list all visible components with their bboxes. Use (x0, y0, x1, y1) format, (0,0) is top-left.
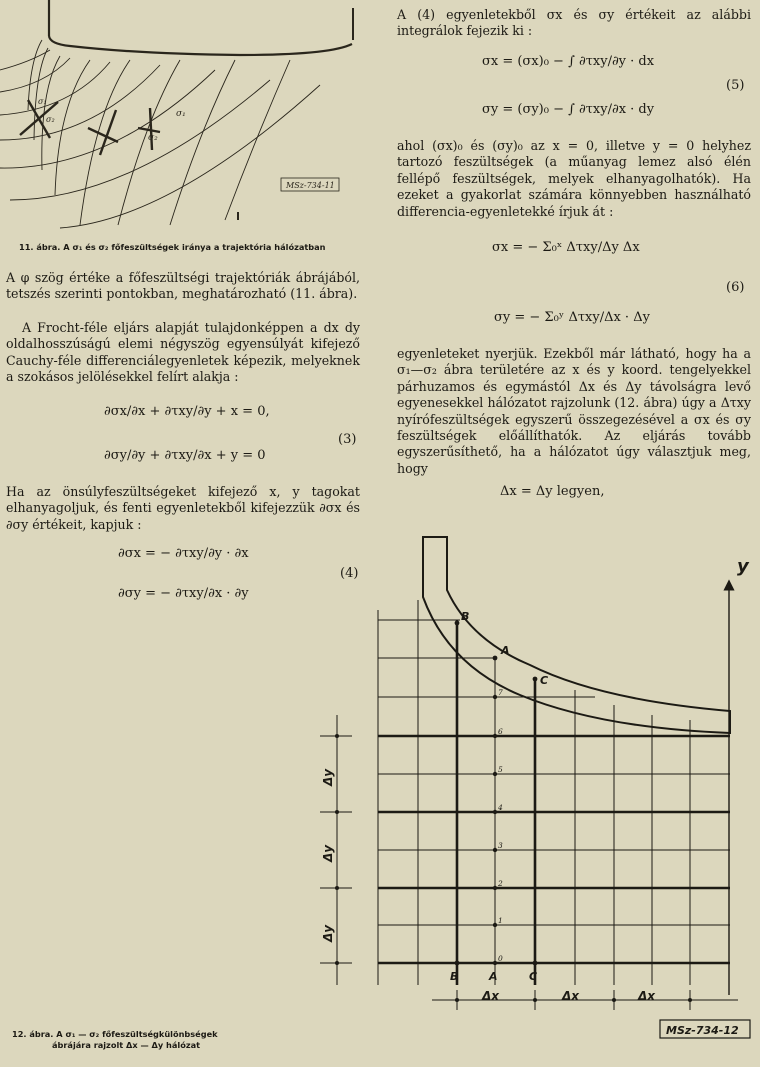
sigma2-label-b: σ₂ (148, 133, 158, 143)
bottom-label-b: B (450, 970, 459, 983)
row-number-0: 0 (498, 954, 503, 963)
figure-11-stamp: MSz-734-11 (286, 181, 335, 190)
right-paragraph-2: ahol (σx)₀ és (σy)₀ az x = 0, illetve y = 0 helyhez tartozó feszültségek (a műanyag lemez alsó élén fellépő feszültségek, melyek elhanyagolhatók). Ha ezeket a gyakorlat számára könnyebben használható differencia-egyenletekké írjuk át : (397, 138, 751, 219)
equation-5-line-2: σy = (σy)₀ − ∫ ∂τxy/∂x · dy (482, 102, 655, 117)
equation-4-line-2: ∂σy = − ∂τxy/∂x · ∂y (118, 586, 249, 601)
equation-7: Δx = Δy legyen, (500, 484, 605, 499)
row-number-3: 3 (498, 841, 503, 850)
left-paragraph-1: A φ szög értéke a főfeszültségi trajektóriák ábrájából, tetszés szerinti pontokban, meghatározható (11. ábra). (6, 270, 360, 302)
equation-6-number: (6) (726, 280, 745, 295)
sigma1-label-b: σ₁ (176, 109, 186, 119)
equation-6-line-2: σy = − Σ₀ʸ Δτxy/Δx · Δy (494, 310, 650, 325)
bottom-label-a: A (489, 970, 498, 983)
row-number-7: 7 (498, 688, 503, 697)
equation-3-line-2: ∂σy/∂y + ∂τxy/∂x + y = 0 (104, 448, 266, 463)
curve-label-b: B (461, 610, 470, 623)
figure-11-caption: 11. ábra. A σ₁ és σ₂ főfeszültségek iránya a trajektória hálózatban (19, 242, 326, 252)
equation-6-line-1: σx = − Σ₀ˣ Δτxy/Δy Δx (492, 240, 640, 255)
dx-label-2: Δx (562, 989, 580, 1003)
right-paragraph-3: egyenleteket nyerjük. Ezekből már látható, hogy ha a σ₁—σ₂ ábra területére az x és y koord. tengelyekkel párhuzamos és egymástól Δx és Δy távolságra levő egyenesekkel hálózatot rajzolunk (12. ábra) úgy a Δτxy nyírófeszültségek egyszerű összegezésével a σx és σy feszültségek előállíthatók. Az eljárás tovább egyszerűsíthető, ha a hálózatot úgy választjuk meg, hogy (397, 346, 751, 476)
figure-12-stamp: MSz-734-12 (666, 1024, 739, 1037)
row-number-5: 5 (498, 765, 503, 774)
row-number-6: 6 (498, 727, 503, 736)
equation-5-number: (5) (726, 78, 745, 93)
figure-12-caption-line-1: 12. ábra. A σ₁ — σ₂ főfeszültségkülönbségek (12, 1029, 218, 1039)
dx-label-1: Δx (482, 989, 500, 1003)
dy-label-1: Δy (321, 768, 335, 786)
row-number-4: 4 (498, 803, 503, 812)
equation-4-line-1: ∂σx = − ∂τxy/∂y · ∂x (118, 546, 249, 561)
curve-label-a: A (501, 644, 510, 657)
sigma1-label-a: σ₁ (38, 97, 47, 106)
curve-label-c: C (540, 674, 549, 687)
right-paragraph-1: A (4) egyenletekből σx és σy értékeit az alábbi integrálok fejezik ki : (397, 7, 751, 39)
y-axis-label: y (737, 556, 749, 577)
equation-3-line-1: ∂σx/∂x + ∂τxy/∂y + x = 0, (104, 404, 270, 419)
row-number-1: 1 (498, 916, 503, 925)
equation-3-number: (3) (338, 432, 357, 447)
dx-label-3: Δx (638, 989, 656, 1003)
left-paragraph-3: Ha az önsúlyfeszültségeket kifejező x, y tagokat elhanyagoljuk, és fenti egyenletekből kifejezzük ∂σx és ∂σy értékeit, kapjuk : (6, 484, 360, 532)
equation-4-number: (4) (340, 566, 359, 581)
bottom-label-c: C (529, 970, 538, 983)
sigma2-label-a: σ₂ (46, 115, 55, 124)
equation-5-line-1: σx = (σx)₀ − ∫ ∂τxy/∂y · dx (482, 54, 655, 69)
row-number-2: 2 (498, 879, 503, 888)
left-paragraph-2: A Frocht-féle eljárs alapját tulajdonképpen a dx dy oldalhosszúságú elemi négyszög egyensúlyát kifejező Cauchy-féle differenciálegyenletek képezik, melyeknek a szokásos jelölésekkel felírt alakja : (6, 320, 360, 385)
dy-label-3: Δy (321, 924, 335, 942)
dy-label-2: Δy (321, 844, 335, 862)
figure-12-caption-line-2: ábrájára rajzolt Δx — Δy hálózat (52, 1040, 201, 1050)
